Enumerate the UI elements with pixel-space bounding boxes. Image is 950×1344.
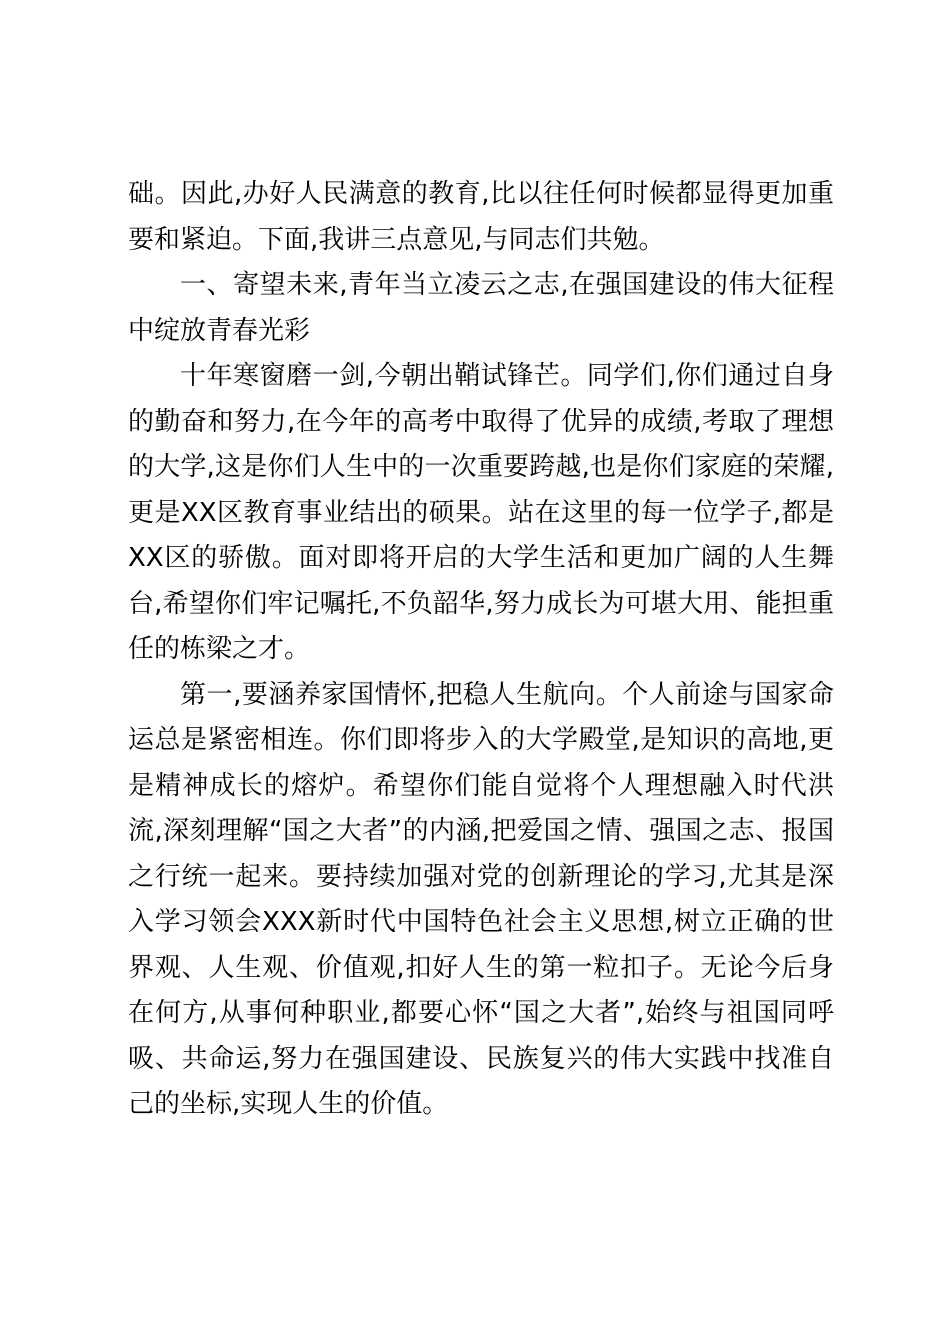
paragraph-body: 十年寒窗磨一剑,今朝出鞘试锋芒。同学们,你们通过自身的勤奋和努力,在今年的高考中取得了优异的成绩,考取了理想的大学,这是你们人生中的一次重要跨越,也是你们家庭的荣耀,更是XX区教育事业结出的硕果。站在这里的每一位学子,都是XX区的骄傲。面对即将开启的大学生活和更加广阔的人生舞台,希望你们牢记嘱托,不负韶华,努力成长为可堪大用、能担重任的栋梁之才。 [128, 361, 834, 664]
paragraph-intro-continuation: 础。因此,办好人民满意的教育,比以往任何时候都显得更加重要和紧迫。下面,我讲三点意见,与同志们共勉。 [128, 179, 834, 255]
section-heading-one: 一、寄望未来,青年当立凌云之志,在强国建设的伟大征程中绽放青春光彩 [128, 270, 834, 346]
document-body [128, 172, 834, 1128]
paragraph-point-one: 第一,要涵养家国情怀,把稳人生航向。个人前途与国家命运总是紧密相连。你们即将步入的大学殿堂,是知识的高地,更是精神成长的熔炉。希望你们能自觉将个人理想融入时代洪流,深刻理解“国之大者”的内涵,把爱国之情、强国之志、报国之行统一起来。要持续加强对党的创新理论的学习,尤其是深入学习领会XXX新时代中国特色社会主义思想,树立正确的世界观、人生观、价值观,扣好人生的第一粒扣子。无论今后身在何方,从事何种职业,都要心怀“国之大者”,始终与祖国同呼吸、共命运,努力在强国建设、民族复兴的伟大实践中找准自己的坐标,实现人生的价值。 [128, 679, 834, 1119]
